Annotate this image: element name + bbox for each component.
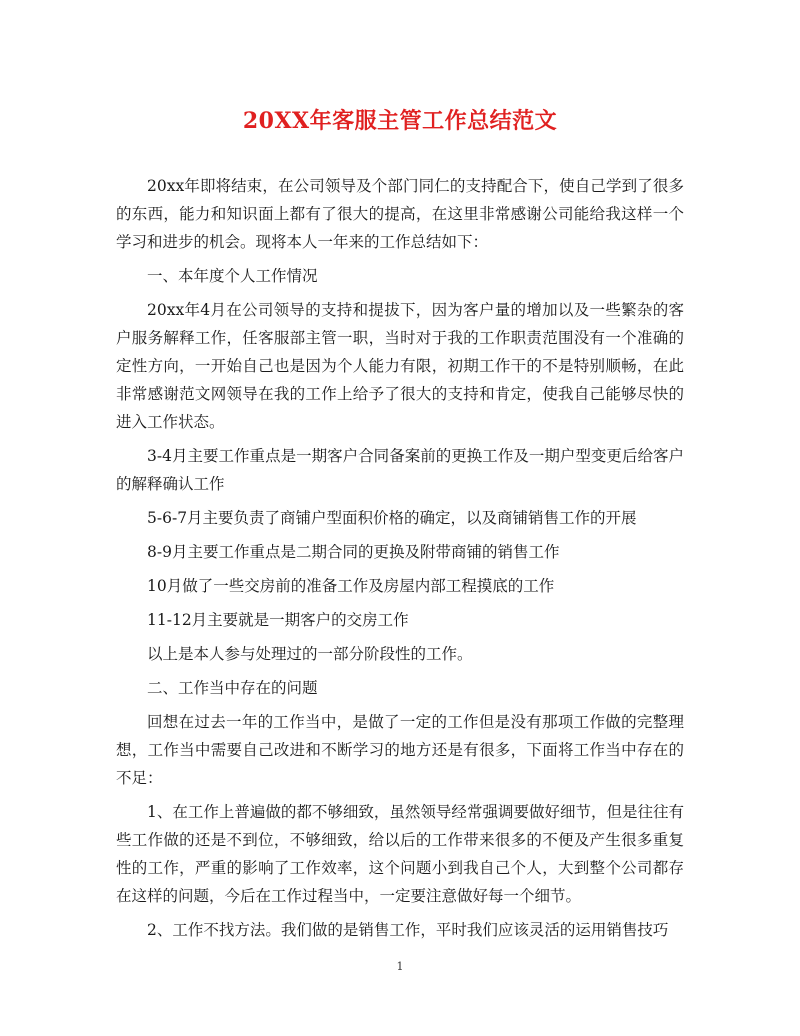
document-body [116, 172, 684, 950]
paragraph-problems-intro: 回想在过去一年的工作当中，是做了一定的工作但是没有那项工作做的完整理想，工作当中需要自己改进和不断学习的地方还是有很多，下面将工作当中存在的不足： [116, 713, 684, 787]
paragraph-nov-dec: 11-12月主要就是一期客户的交房工作 [147, 611, 409, 629]
paragraph-work-overview: 20xx年4月在公司领导的支持和提拔下，因为客户量的增加以及一些繁杂的客户服务解释工作，任客服部主管一职，当时对于我的工作职责范围没有一个准确的定性方向，一开始自己也是因为个人能力有限，初期工作干的不是特别顺畅，在此非常感谢范文网领导在我的工作上给予了很大的支持和肯定，使我自己能够尽快的进入工作状态。 [116, 301, 684, 431]
paragraph-problem-2: 2、工作不找方法。我们做的是销售工作，平时我们应该灵活的运用销售技巧 [147, 921, 669, 939]
paragraph-march-april: 3-4月主要工作重点是一期客户合同备案前的更换工作及一期户型变更后给客户的解释确认工作 [116, 447, 684, 493]
paragraph-problem-1: 1、在工作上普遍做的都不够细致，虽然领导经常强调要做好细节，但是往往有些工作做的还是不到位，不够细致，给以后的工作带来很多的不便及产生很多重复性的工作，严重的影响了工作效率，这个问题小到我自己个人，大到整个公司都存在这样的问题，今后在工作过程当中，一定要注意做好每一个细节。 [116, 803, 684, 905]
section-heading-1: 一、本年度个人工作情况 [147, 267, 318, 285]
paragraph-october: 10月做了一些交房前的准备工作及房屋内部工程摸底的工作 [147, 577, 555, 595]
page-number: 1 [396, 960, 404, 973]
document-title: 20XX年客服主管工作总结范文 [242, 108, 558, 134]
paragraph-may-july: 5-6-7月主要负责了商铺户型面积价格的确定，以及商铺销售工作的开展 [147, 509, 637, 527]
paragraph-aug-sep: 8-9月主要工作重点是二期合同的更换及附带商铺的销售工作 [147, 543, 560, 561]
paragraph-intro: 20xx年即将结束，在公司领导及个部门同仁的支持配合下，使自己学到了很多的东西，能力和知识面上都有了很大的提高，在这里非常感谢公司能给我这样一个学习和进步的机会。现将本人一年来的工作总结如下： [116, 177, 684, 251]
paragraph-summary: 以上是本人参与处理过的一部分阶段性的工作。 [147, 645, 473, 663]
section-heading-2: 二、工作当中存在的问题 [147, 679, 318, 697]
